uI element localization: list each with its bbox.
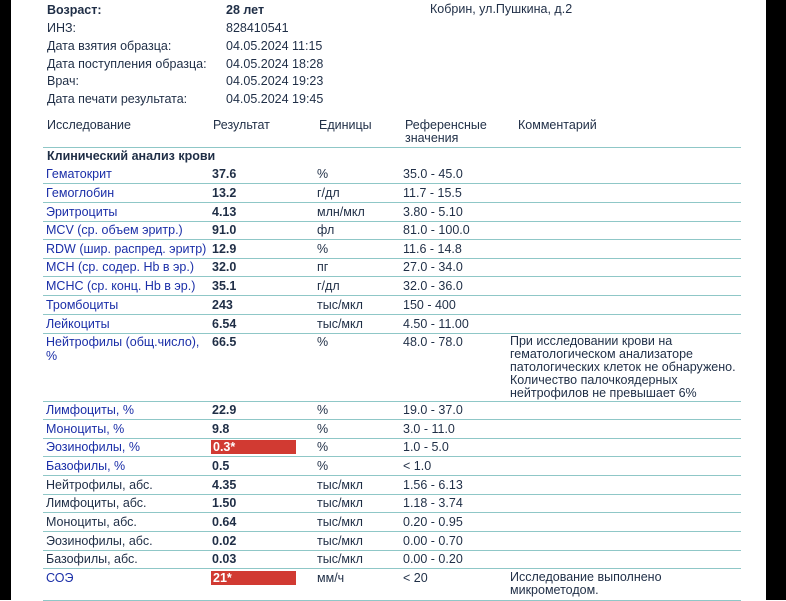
table-row — [43, 438, 741, 457]
reference-range: 19.0 - 37.0 — [403, 403, 463, 417]
result-unit: % — [317, 335, 329, 349]
age-label: Возраст: — [47, 3, 102, 17]
reference-range: 4.50 - 11.00 — [403, 317, 469, 331]
table-row — [43, 277, 741, 296]
result-value: 6.54 — [212, 317, 237, 331]
result-unit: тыс/мкл — [317, 515, 363, 529]
doctor-value: 04.05.2024 19:23 — [226, 74, 324, 88]
table-row — [43, 494, 741, 513]
table-row — [43, 569, 741, 601]
result-value: 9.8 — [212, 422, 230, 436]
table-row — [43, 184, 741, 203]
print-date-label: Дата печати результата: — [47, 92, 188, 106]
result-unit: % — [317, 422, 329, 436]
reference-range: 0.20 - 0.95 — [403, 515, 463, 529]
reference-range: < 20 — [403, 571, 428, 585]
result-comment: Исследование выполнено микрометодом. — [510, 570, 662, 597]
result-unit: % — [317, 167, 329, 181]
table-top-rule — [43, 147, 741, 148]
result-value: 0.64 — [212, 515, 237, 529]
result-value: 35.1 — [212, 279, 237, 293]
result-value: 13.2 — [212, 186, 237, 200]
table-row — [43, 165, 741, 184]
table-row — [43, 333, 741, 402]
inz-label: ИНЗ: — [47, 21, 77, 35]
result-value: 1.50 — [212, 496, 237, 510]
reference-range: 32.0 - 36.0 — [403, 279, 463, 293]
result-value: 0.5 — [212, 459, 230, 473]
test-name[interactable]: Лимфоциты, % — [46, 403, 134, 417]
test-name[interactable]: Эозинофилы, % — [46, 440, 140, 454]
test-name[interactable]: Базофилы, % — [46, 459, 126, 473]
result-unit: фл — [317, 223, 335, 237]
col-units: Единицы — [319, 118, 372, 132]
test-name[interactable]: СОЭ — [46, 571, 74, 585]
table-row — [43, 258, 741, 277]
inz-value: 828410541 — [226, 21, 289, 35]
reference-range: 48.0 - 78.0 — [403, 335, 463, 349]
screen-edge-left — [0, 0, 11, 600]
table-row — [43, 532, 741, 551]
result-unit: мм/ч — [317, 571, 345, 585]
result-unit: % — [317, 242, 329, 256]
reference-range: 1.0 - 5.0 — [403, 440, 449, 454]
table-row — [43, 221, 741, 240]
sample-received-label: Дата поступления образца: — [47, 57, 207, 71]
test-name[interactable]: Нейтрофилы (общ.число), % — [46, 335, 200, 363]
col-result: Результат — [213, 118, 270, 132]
result-value-flagged: 0.3* — [211, 440, 296, 454]
result-comment: При исследовании крови на гематологическом анализаторе патологических клеток не обнаружено. Количество палочкоядерных нейтрофилов не превышает 6% — [510, 334, 736, 400]
test-name[interactable]: RDW (шир. распред. эритр) — [46, 242, 207, 256]
lab-address: Кобрин, ул.Пушкина, д.2 — [430, 2, 573, 16]
result-unit: тыс/мкл — [317, 552, 363, 566]
table-row — [43, 457, 741, 476]
table-row — [43, 550, 741, 569]
result-value: 37.6 — [212, 167, 237, 181]
result-unit: тыс/мкл — [317, 496, 363, 510]
table-row — [43, 401, 741, 420]
col-study: Исследование — [47, 118, 131, 132]
screen-edge-right — [766, 0, 786, 600]
result-unit: % — [317, 459, 329, 473]
reference-range: 150 - 400 — [403, 298, 456, 312]
print-date-value: 04.05.2024 19:45 — [226, 92, 324, 106]
result-unit: % — [317, 440, 329, 454]
reference-range: 11.7 - 15.5 — [403, 186, 462, 200]
test-name: Эозинофилы, абс. — [46, 534, 153, 548]
table-row — [43, 315, 741, 334]
reference-range: 3.0 - 11.0 — [403, 422, 455, 436]
table-row — [43, 476, 741, 495]
result-unit: тыс/мкл — [317, 534, 363, 548]
doctor-label: Врач: — [47, 74, 79, 88]
test-name[interactable]: Моноциты, % — [46, 422, 125, 436]
section-title: Клинический анализ крови — [47, 149, 216, 163]
table-row — [43, 240, 741, 259]
sample-received-value: 04.05.2024 18:28 — [226, 57, 324, 71]
test-name[interactable]: MCV (ср. объем эритр.) — [46, 223, 183, 237]
result-value-flagged: 21* — [211, 571, 296, 585]
test-name: Лимфоциты, абс. — [46, 496, 147, 510]
test-name: Базофилы, абс. — [46, 552, 138, 566]
test-name[interactable]: Тромбоциты — [46, 298, 119, 312]
result-value: 91.0 — [212, 223, 237, 237]
table-row — [43, 203, 741, 222]
result-unit: г/дл — [317, 279, 340, 293]
reference-range: 3.80 - 5.10 — [403, 205, 463, 219]
result-unit: тыс/мкл — [317, 298, 363, 312]
result-value: 12.9 — [212, 242, 237, 256]
table-row — [43, 296, 741, 315]
table-row — [43, 420, 741, 439]
reference-range: 11.6 - 14.8 — [403, 242, 462, 256]
test-name[interactable]: MCHC (ср. конц. Hb в эр.) — [46, 279, 196, 293]
test-name[interactable]: Эритроциты — [46, 205, 118, 219]
test-name[interactable]: Гемоглобин — [46, 186, 115, 200]
result-value: 66.5 — [212, 335, 237, 349]
result-unit: тыс/мкл — [317, 317, 363, 331]
result-value: 0.02 — [212, 534, 237, 548]
test-name[interactable]: MCH (ср. содер. Hb в эр.) — [46, 260, 194, 274]
test-name: Нейтрофилы, абс. — [46, 478, 153, 492]
result-unit: % — [317, 403, 329, 417]
result-value: 4.13 — [212, 205, 237, 219]
table-row — [43, 513, 741, 532]
result-unit: пг — [317, 260, 329, 274]
result-unit: тыс/мкл — [317, 478, 363, 492]
sample-taken-label: Дата взятия образца: — [47, 39, 172, 53]
col-comment: Комментарий — [518, 118, 597, 132]
reference-range: 27.0 - 34.0 — [403, 260, 463, 274]
result-value: 243 — [212, 298, 233, 312]
reference-range: 0.00 - 0.70 — [403, 534, 463, 548]
reference-range: 35.0 - 45.0 — [403, 167, 463, 181]
age-value: 28 лет — [226, 3, 265, 17]
reference-range: 81.0 - 100.0 — [403, 223, 470, 237]
test-name[interactable]: Гематокрит — [46, 167, 112, 181]
test-name: Моноциты, абс. — [46, 515, 137, 529]
reference-range: 1.56 - 6.13 — [403, 478, 463, 492]
result-value: 4.35 — [212, 478, 237, 492]
result-unit: млн/мкл — [317, 205, 365, 219]
result-value: 32.0 — [212, 260, 237, 274]
col-reference: Референсные значения — [405, 118, 487, 145]
reference-range: 0.00 - 0.20 — [403, 552, 463, 566]
reference-range: < 1.0 — [403, 459, 432, 473]
result-unit: г/дл — [317, 186, 340, 200]
test-name[interactable]: Лейкоциты — [46, 317, 110, 331]
result-value: 0.03 — [212, 552, 237, 566]
reference-range: 1.18 - 3.74 — [403, 496, 463, 510]
result-value: 22.9 — [212, 403, 237, 417]
sample-taken-value: 04.05.2024 11:15 — [226, 39, 323, 53]
